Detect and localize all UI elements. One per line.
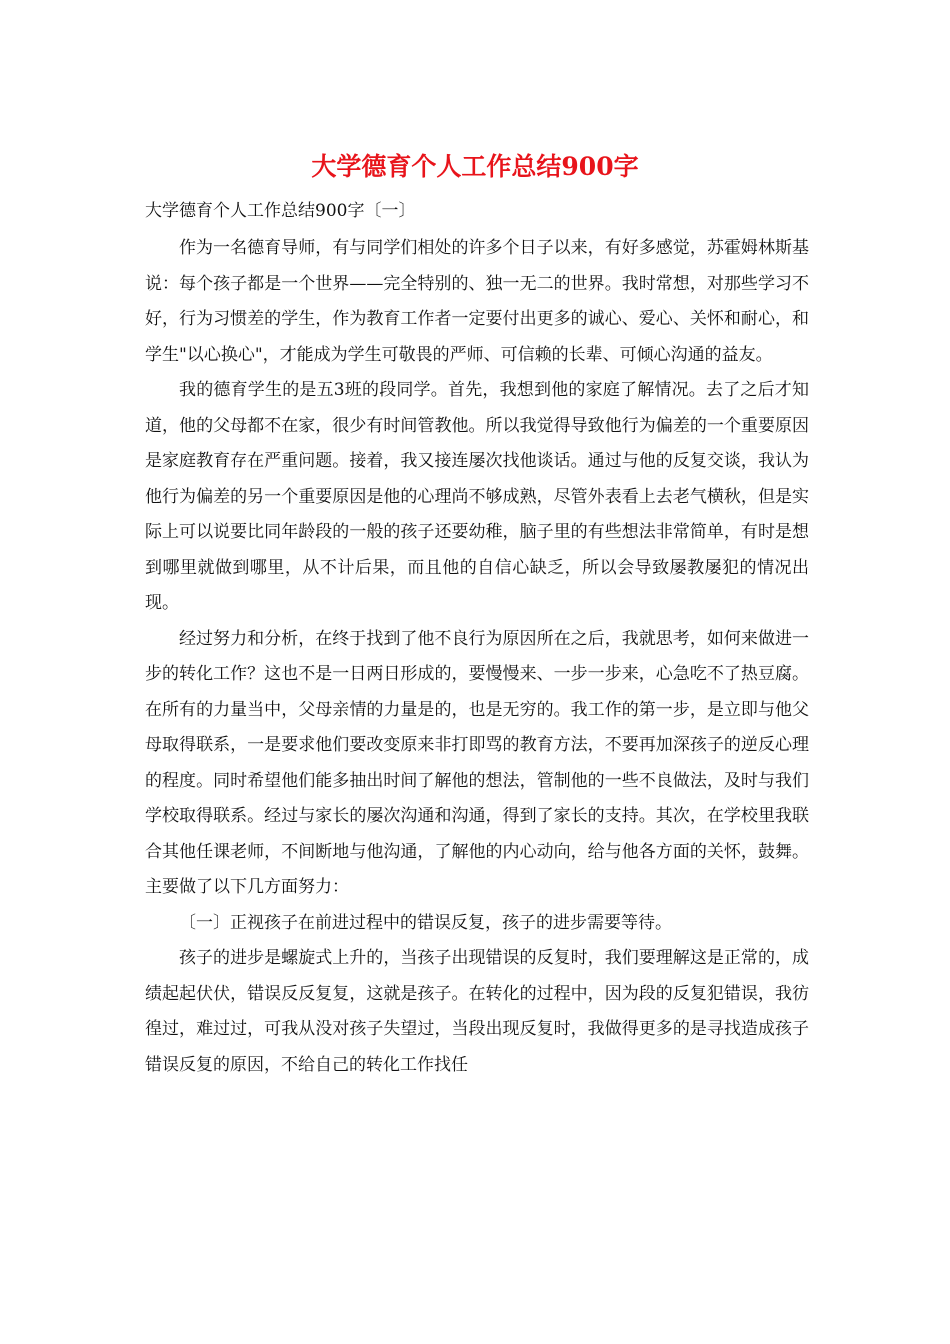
paragraph: 孩子的进步是螺旋式上升的，当孩子出现错误的反复时，我们要理解这是正常的，成绩起起伏伏，错误反反复复，这就是孩子。在转化的过程中，因为段的反复犯错误，我彷徨过，难过过，可我从没对孩子失望过，当段出现反复时，我做得更多的是寻找造成孩子错误反复的原因，不给自己的转化工作找任 [145, 948, 809, 1075]
document-title: 大学德育个人工作总结900字 [311, 152, 639, 181]
paragraph: 我的德育学生的是五3班的段同学。首先，我想到他的家庭了解情况。去了之后才知道，他的父母都不在家，很少有时间管教他。所以我觉得导致他行为偏差的一个重要原因是家庭教育存在严重问题。接着，我又接连屡次找他谈话。通过与他的反复交谈，我认为他行为偏差的另一个重要原因是他的心理尚不够成熟，尽管外表看上去老气横秋，但是实际上可以说要比同年龄段的一般的孩子还要幼稚，脑子里的有些想法非常简单，有时是想到哪里就做到哪里，从不计后果，而且他的自信心缺乏，所以会导致屡教屡犯的情况出现。 [145, 380, 809, 613]
section-heading: 〔一〕正视孩子在前进过程中的错误反复，孩子的进步需要等待。 [179, 912, 672, 933]
document-subtitle: 大学德育个人工作总结900字〔一〕 [145, 201, 416, 221]
paragraph: 作为一名德育导师，有与同学们相处的许多个日子以来，有好多感觉，苏霍姆林斯基说：每个孩子都是一个世界——完全特别的、独一无二的世界。我时常想，对那些学习不好，行为习惯差的学生，作为教育工作者一定要付出更多的诚心、爱心、关怀和耐心，和学生"以心换心"，才能成为学生可敬畏的严师、可信赖的长辈、可倾心沟通的益友。 [145, 238, 809, 365]
document-body [145, 231, 809, 1083]
paragraph: 经过努力和分析，在终于找到了他不良行为原因所在之后，我就思考，如何来做进一步的转化工作？这也不是一日两日形成的，要慢慢来、一步一步来，心急吃不了热豆腐。在所有的力量当中，父母亲情的力量是的，也是无穷的。我工作的第一步，是立即与他父母取得联系，一是要求他们要改变原来非打即骂的教育方法，不要再加深孩子的逆反心理的程度。同时希望他们能多抽出时间了解他的想法，管制他的一些不良做法，及时与我们学校取得联系。经过与家长的屡次沟通和沟通，得到了家长的支持。其次，在学校里我联合其他任课老师，不间断地与他沟通，了解他的内心动向，给与他各方面的关怀，鼓舞。主要做了以下几方面努力： [145, 628, 809, 897]
